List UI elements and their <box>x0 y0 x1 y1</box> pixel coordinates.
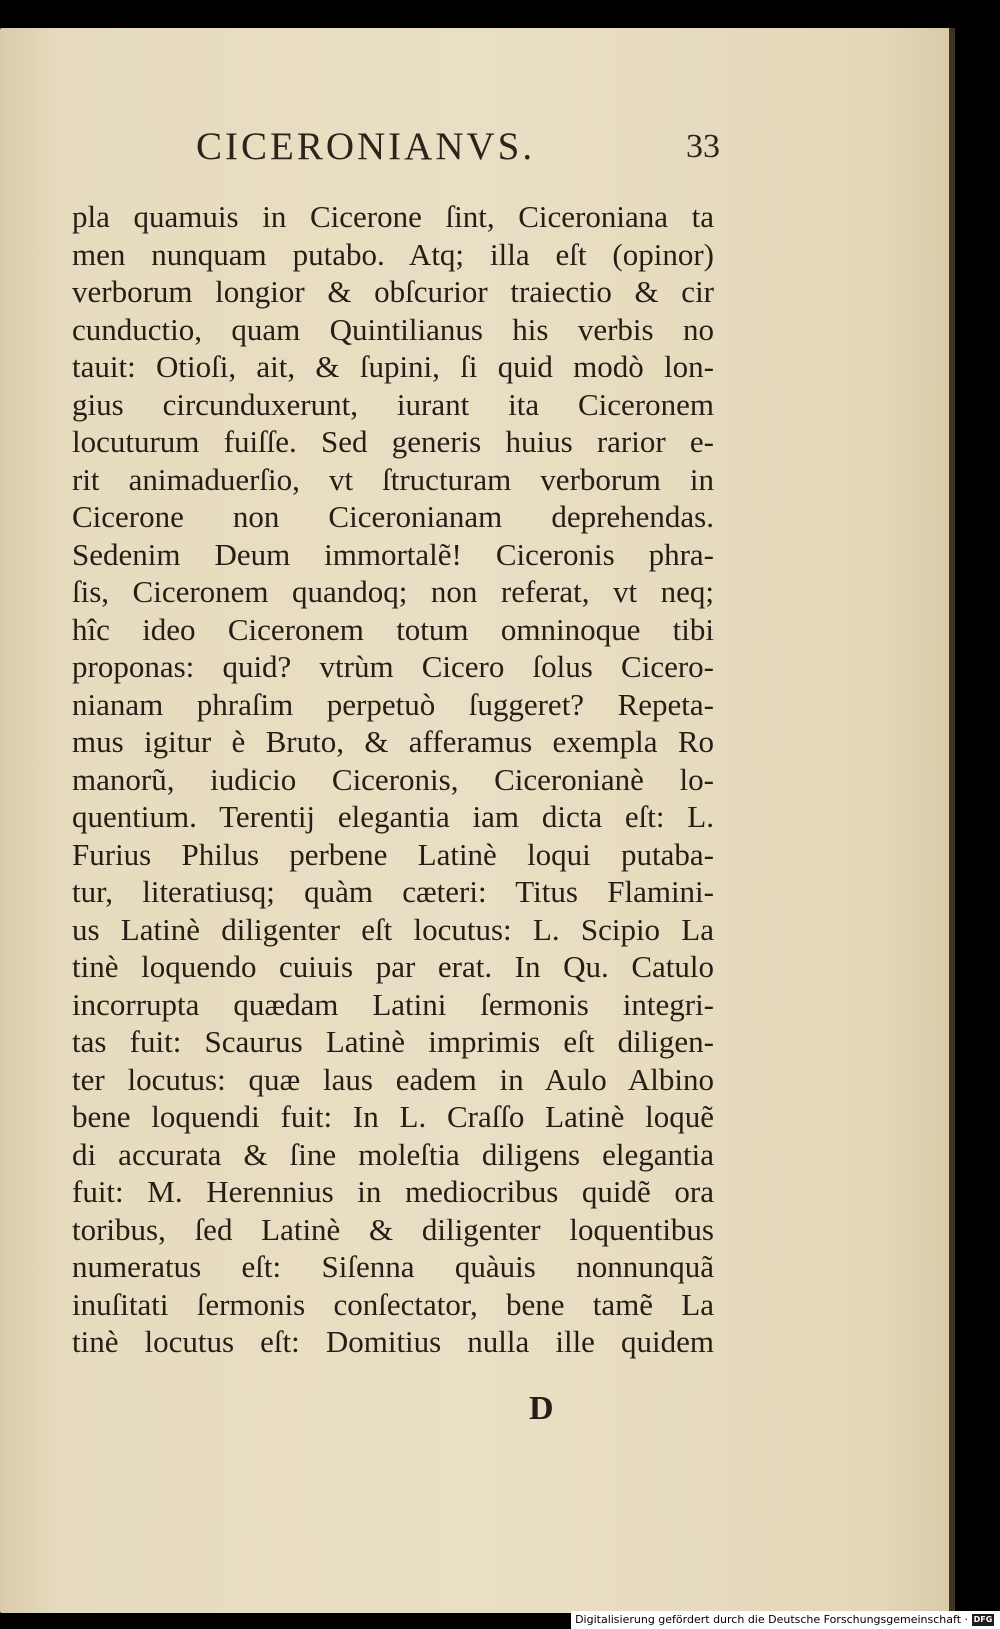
text-line: hîc ideo Ciceronem totum omninoque tibi <box>72 611 714 647</box>
text-line: men nunquam putabo. Atq; illa eſt (opinor) <box>72 236 714 272</box>
text-line: inuſitati ſermonis conſectator, bene tamẽ La <box>72 1286 714 1322</box>
text-line: bene loquendi fuit: In L. Craſſo Latinè loquẽ <box>72 1099 714 1134</box>
digitization-credit <box>571 1611 1000 1629</box>
text-line: tur, literatiusq; quàm cæteri: Titus Flamini- <box>72 874 714 909</box>
text-line: tinè loquendo cuiuis par erat. In Qu. Catulo <box>72 949 714 984</box>
credit-text: Digitalisierung gefördert durch die Deutsche Forschungsgemeinschaft · <box>575 1613 968 1626</box>
text-line: Cicerone non Ciceronianam deprehendas. <box>72 499 714 534</box>
text-line: quentium. Terentij elegantia iam dicta eſt: L. <box>72 799 714 834</box>
running-title: CICERONIANVS. <box>196 125 536 168</box>
text-line: Furius Philus perbene Latinè loqui putaba- <box>72 836 714 872</box>
text-line: proponas: quid? vtrùm Cicero ſolus Cicero- <box>72 649 714 684</box>
text-line: manorũ, iudicio Ciceronis, Ciceronianè lo- <box>72 761 714 797</box>
text-line: toribus, ſed Latinè & diligenter loquentibus <box>72 1211 714 1247</box>
text-line: locuturum fuiſſe. Sed generis huius rarior e- <box>72 424 714 459</box>
text-line: tinè locutus eſt: Domitius nulla ille quidem <box>72 1324 714 1359</box>
body-text <box>72 198 714 1361</box>
book-page <box>0 28 955 1613</box>
running-head <box>0 124 955 184</box>
text-line: mus igitur è Bruto, & afferamus exempla Ro <box>72 724 714 759</box>
text-line: tas fuit: Scaurus Latinè imprimis eſt diligen- <box>72 1024 714 1059</box>
text-line: Sedenim Deum immortalẽ! Ciceronis phra- <box>72 536 714 572</box>
text-line: us Latinè diligenter eſt locutus: L. Scipio La <box>72 911 714 947</box>
signature-mark: D <box>529 1390 554 1427</box>
text-line: verborum longior & obſcurior traiectio & cir <box>72 274 714 309</box>
text-line: numeratus eſt: Siſenna quàuis nonnunquã <box>72 1249 714 1284</box>
text-line: ſis, Ciceronem quandoq; non referat, vt neq; <box>72 574 714 609</box>
page-number: 33 <box>686 128 720 165</box>
text-line: incorrupta quædam Latini ſermonis integri- <box>72 986 714 1022</box>
text-line: pla quamuis in Cicerone ſint, Ciceroniana ta <box>72 199 714 234</box>
text-line: di accurata & ſine moleſtia diligens elegantia <box>72 1136 714 1172</box>
text-line: tauit: Otioſi, ait, & ſupini, ſi quid modò lon- <box>72 349 714 384</box>
text-line: fuit: M. Herennius in mediocribus quidẽ ora <box>72 1174 714 1209</box>
text-line: gius circunduxerunt, iurant ita Ciceronem <box>72 386 714 422</box>
text-line: rit animaduerſio, vt ſtructuram verborum in <box>72 461 714 497</box>
dfg-logo: DFG <box>973 1615 993 1624</box>
text-line: nianam phraſim perpetuò ſuggeret? Repeta- <box>72 686 714 722</box>
text-line: ter locutus: quæ laus eadem in Aulo Albino <box>72 1061 714 1097</box>
text-line: cunductio, quam Quintilianus his verbis no <box>72 311 714 347</box>
